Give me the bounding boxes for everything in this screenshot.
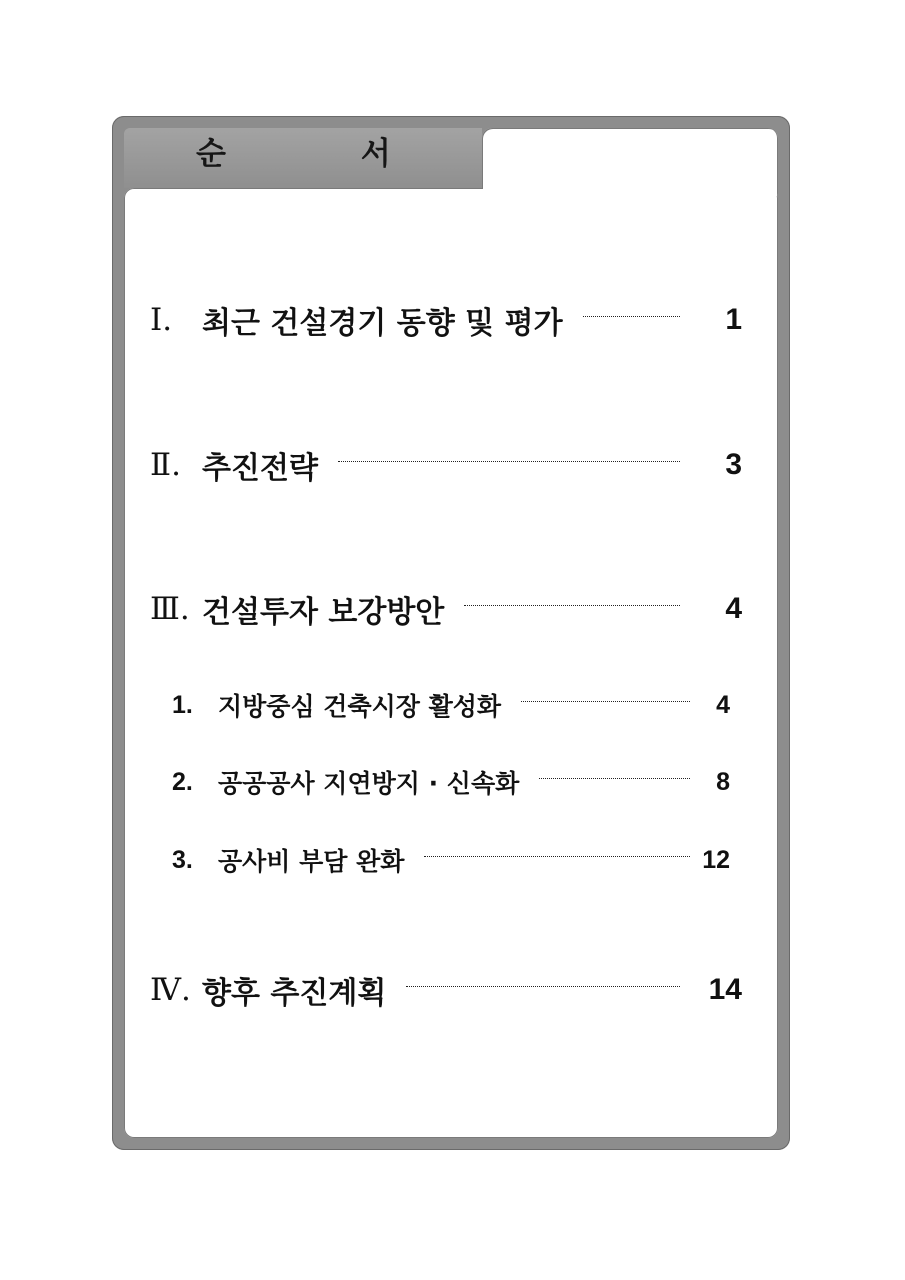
subsection-number: 1. [172,690,193,719]
toc-entry-subsection-2[interactable] [172,763,730,801]
dot-leader [406,986,680,987]
toc-entry-subsection-1[interactable] [172,686,730,724]
page-number: 14 [708,973,742,1006]
dot-leader [464,605,680,606]
dot-leader [583,316,680,317]
dot-leader [338,461,680,462]
subsection-number: 2. [172,767,193,796]
section-number: Ⅳ. [150,972,191,1008]
page-number: 4 [716,690,730,719]
subsection-title: 지방중심 건축시장 활성화 [218,692,502,721]
page-title: 순 서 [196,136,453,172]
section-number: Ⅰ. [150,302,173,338]
subsection-title: 공사비 부담 완화 [218,847,405,876]
page-number: 12 [702,845,730,874]
toc-entry-section-1[interactable] [150,298,742,342]
toc-entry-section-3[interactable] [150,587,742,631]
dot-leader [539,778,690,779]
section-number: Ⅲ. [150,591,190,627]
section-title: 향후 추진계획 [202,976,387,1011]
page-number: 3 [725,448,742,481]
page-number: 8 [716,767,730,796]
dot-leader [521,701,690,702]
toc-entry-section-4[interactable] [150,968,742,1012]
page-number: 4 [725,592,742,625]
toc-entry-subsection-3[interactable] [172,841,730,879]
section-title: 추진전략 [202,451,318,486]
toc-entry-section-2[interactable] [150,443,742,487]
subsection-number: 3. [172,845,193,874]
section-title: 최근 건설경기 동향 및 평가 [202,306,563,341]
dot-leader [424,856,690,857]
subsection-title: 공공공사 지연방지 · 신속화 [218,769,520,798]
section-title: 건설투자 보강방안 [202,595,445,630]
section-number: Ⅱ. [150,447,181,483]
page-number: 1 [725,303,742,336]
